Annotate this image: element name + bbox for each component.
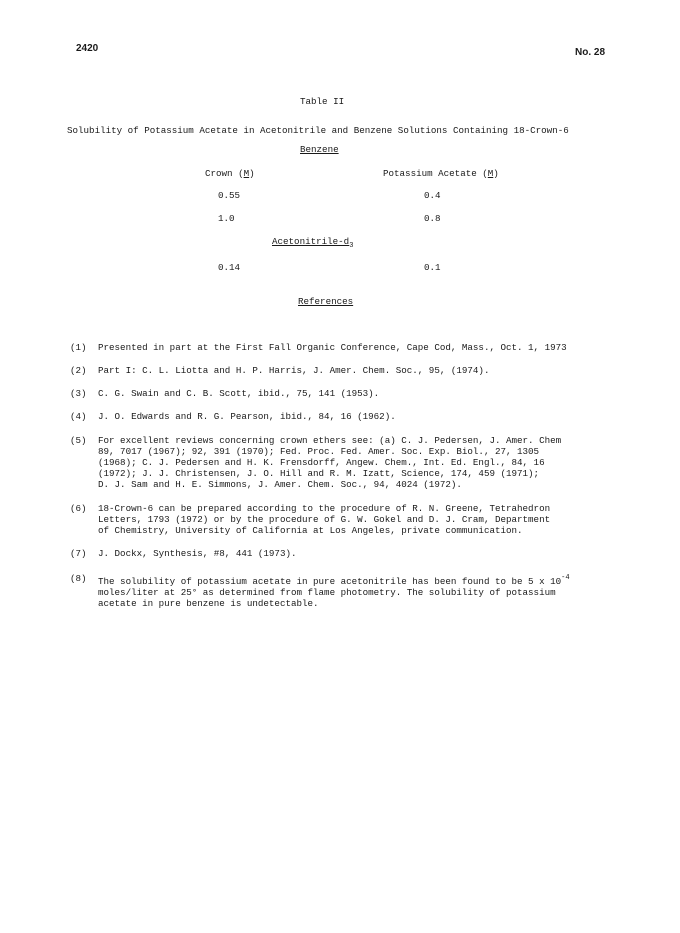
table-caption: Solubility of Potassium Acetate in Acetonitrile and Benzene Solutions Containing 18-Crown-6 [67, 125, 569, 136]
table-cell: 0.14 [218, 262, 241, 273]
journal-issue: No. 28 [575, 47, 606, 58]
column-header-crown: Crown (M) [205, 168, 255, 179]
reference-number: (1) [70, 342, 87, 353]
reference-text: C. G. Swain and C. B. Scott, ibid., 75, 141 (1953). [98, 388, 380, 399]
references-heading: References [298, 296, 354, 307]
reference-text: J. Dockx, Synthesis, #8, 441 (1973). [98, 548, 297, 559]
column-header-acetate: Potassium Acetate (M) [383, 168, 499, 179]
reference-number: (3) [70, 388, 87, 399]
table-cell: 0.4 [424, 190, 441, 201]
section-title-acetonitrile: Acetonitrile-$d_3$ [272, 236, 354, 250]
reference-number: (6) [70, 503, 87, 514]
reference-number: (4) [70, 411, 87, 422]
reference-number: (7) [70, 548, 87, 559]
reference-text: The solubility of potassium acetate in pure acetonitrile has been found to be 5 x $10^{-4}$ moles/liter at 25° as determined from flame photometry. The solubility of potassium acetate in pure benzene is undetectable. [98, 574, 570, 609]
reference-number: (5) [70, 435, 87, 446]
reference-text: Part I: C. L. Liotta and H. P. Harris, J. Amer. Chem. Soc., 95, (1974). [98, 365, 490, 376]
section-title-benzene: Benzene [300, 144, 339, 155]
table-cell: 0.1 [424, 262, 441, 273]
table-cell: 0.8 [424, 213, 441, 224]
table-cell: 1.0 [218, 213, 235, 224]
table-cell: 0.55 [218, 190, 241, 201]
reference-text: Presented in part at the First Fall Organic Conference, Cape Cod, Mass., Oct. 1, 1973 [98, 342, 567, 353]
reference-number: (2) [70, 365, 87, 376]
reference-number: (8) [70, 573, 87, 584]
table-label: Table II [300, 96, 345, 107]
reference-text: 18-Crown-6 can be prepared according to the procedure of R. N. Greene, Tetrahedron Letters, 1793 (1972) or by the procedure of G. W. Gokel and D. J. Cram, Department of Chemistry, University of California at Los Angeles, private communication. [98, 503, 551, 536]
reference-text: For excellent reviews concerning crown ethers see: (a) C. J. Pedersen, J. Amer. Chem 89, 7017 (1967); 92, 391 (1970); Fed. Proc. Fed. Amer. Soc. Exp. Biol., 27, 1305 (1968); C. J. Pedersen and H. K. Frensdorff, Angew. Chem., Int. Ed. Engl., 84, 16 (1972); J. J. Christensen, J. O. Hill and R. M. Izatt, Science, 174, 459 (1971); D. J. Sam and H. E. Simmons, J. Amer. Chem. Soc., 94, 4024 (1972). [98, 435, 562, 490]
reference-text: J. O. Edwards and R. G. Pearson, ibid., 84, 16 (1962). [98, 411, 396, 422]
page-number: 2420 [76, 43, 99, 54]
